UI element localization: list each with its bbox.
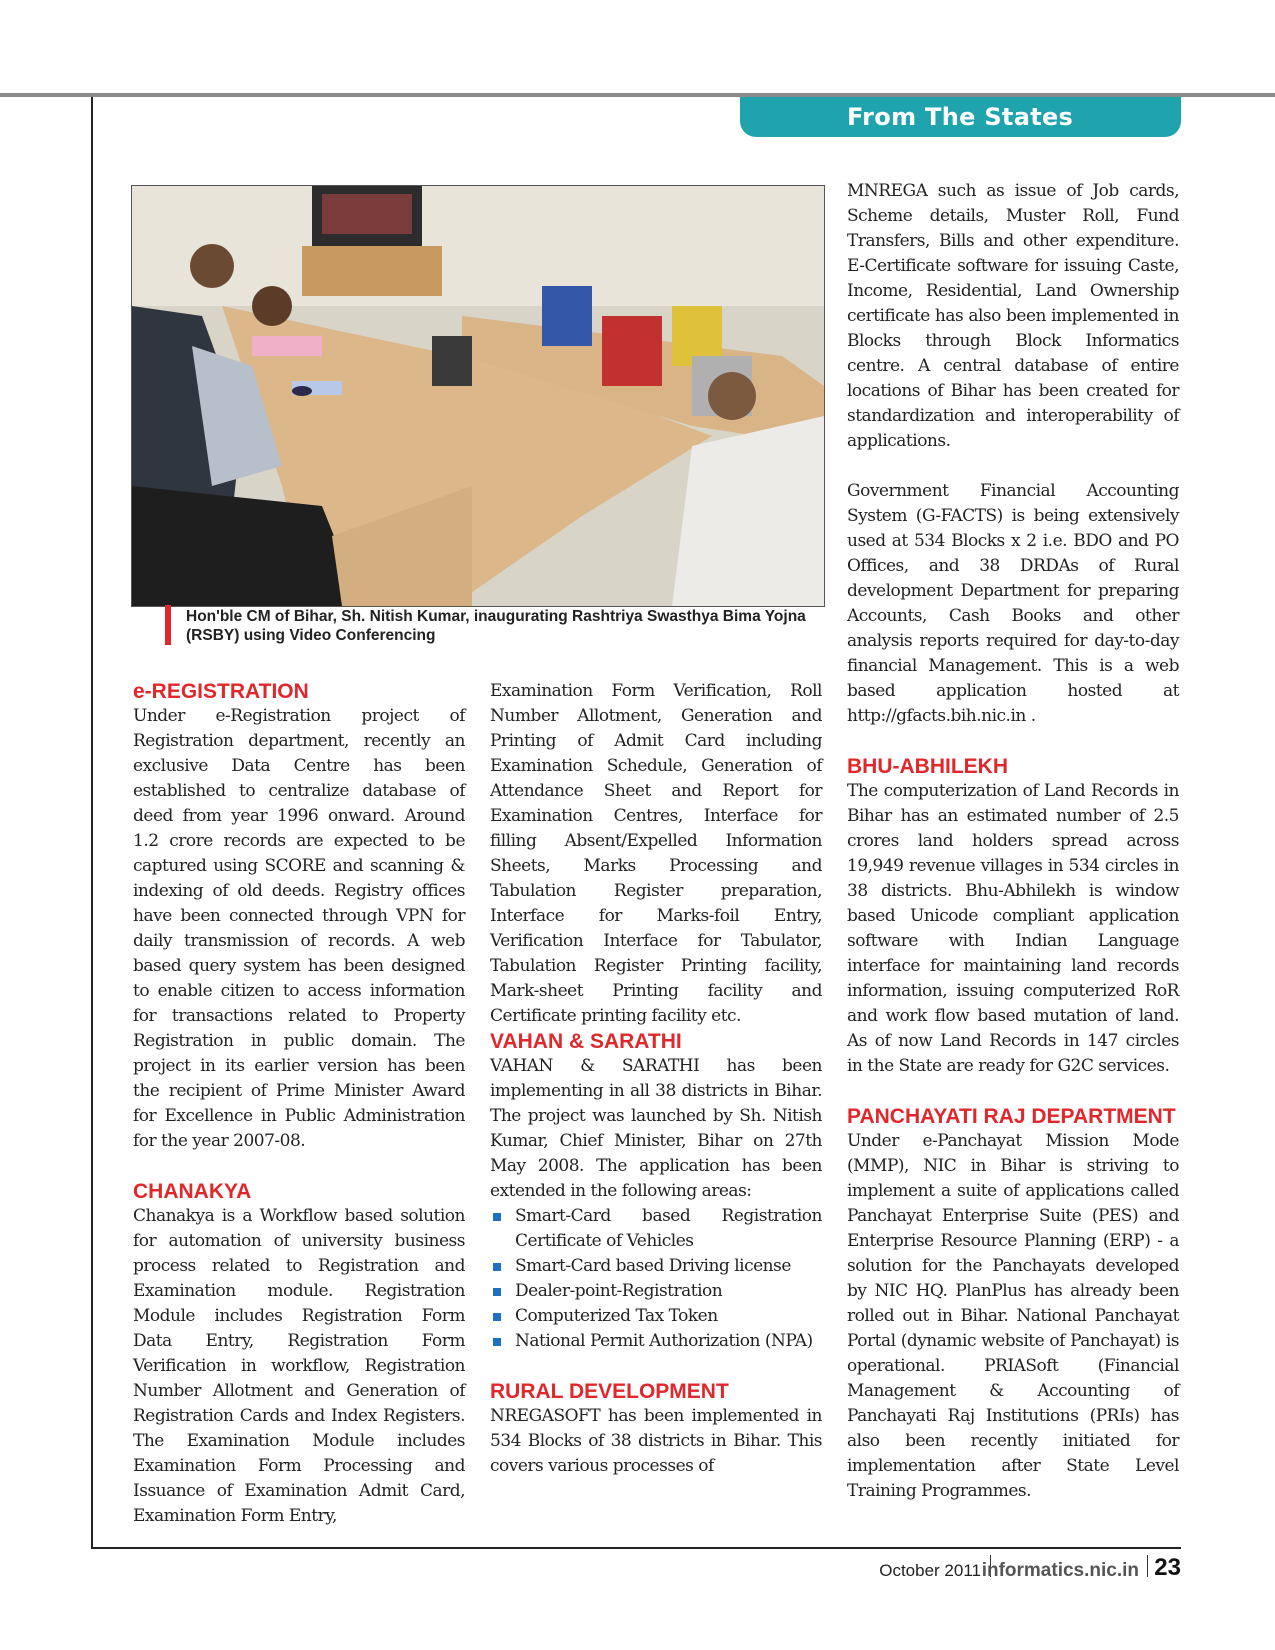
body-gfacts: Government Financial Accounting System (G-FACTS) is being extensively used at 534 Blocks x 2 i.e. BDO and PO Offices, and 38 DRDAs of Rural development Department for preparing Accounts, Cash Books and other analysis reports required for day-to-day financial Management. This is a web based application hosted at http://gfacts.bih.nic.in . bbox=[847, 481, 1179, 726]
bullet-square-icon bbox=[493, 1288, 501, 1296]
heading-vahan-sarathi: VAHAN & SARATHI bbox=[490, 1030, 682, 1053]
list-item: Computerized Tax Token bbox=[490, 1304, 822, 1329]
list-item: National Permit Authorization (NPA) bbox=[490, 1329, 822, 1354]
heading-panchayati-raj: PANCHAYATI RAJ DEPARTMENT bbox=[847, 1105, 1176, 1128]
body-e-registration: Under e-Registration project of Registration department, recently an exclusive Data Centre has been established to centralize database of deed from year 1996 onward. Around 1.2 crore records are expected to be captured using SCORE and scanning & indexing of old deeds. Registry offices have been connected through VPN for daily transmission of records. A web based query system has been designed to enable citizen to access information for transactions related to Property Registration in public domain. The project in its earlier version has been the recipient of Prime Minister Award for Excellence in Public Administration for the year 2007-08. bbox=[133, 706, 465, 1151]
website-link[interactable]: informatics.nic.in bbox=[981, 1560, 1139, 1581]
body-rural-development bbox=[490, 1404, 822, 1479]
bullet-square-icon bbox=[493, 1338, 501, 1346]
page-footer bbox=[700, 1553, 1181, 1585]
body-chanakya-continued bbox=[490, 679, 822, 1026]
heading-bhu-abhilekh: BHU-ABHILEKH bbox=[847, 755, 1008, 778]
list-item: Dealer-point-Registration bbox=[490, 1279, 822, 1304]
vahan-bullet-list bbox=[490, 1204, 822, 1354]
chanakya-continued-text: Examination Form Verification, Roll Number Allotment, Generation and Printing of Admit Card including Examination Schedule, Generation of Attendance Sheet and Report for Examination Centres, Interface for filling Absent/Expelled Information Sheets, Marks Processing and Tabulation Register preparation, Interface for Marks-foil Entry, Verification Interface for Tabulator, Tabulation Register Printing facility, Mark-sheet Printing facility and Certificate printing facility etc. bbox=[490, 681, 822, 1026]
heading-rural-development: RURAL DEVELOPMENT bbox=[490, 1380, 729, 1403]
body-bhu-abhilekh: The computerization of Land Records in Bihar has an estimated number of 2.5 crores land holders spread across 19,949 revenue villages in 534 circles in 38 districts. Bhu-Abhilekh is window based Unicode compliant application software with Indian Language interface for maintaining land records information, issuing computerized RoR and work flow based mutation of land. As of now Land Records in 147 circles in the State are ready for G2C services. bbox=[847, 781, 1179, 1076]
issue-date: October 2011 bbox=[879, 1561, 981, 1580]
rural-text-part-2: MNREGA such as issue of Job cards, Scheme details, Muster Roll, Fund Transfers, Bills and other expenditure. E-Certificate software for issuing Caste, Income, Residential, Land Ownership certificate has also been implemented in Blocks through Block Informatics centre. A central database of entire locations of Bihar has been created for standardization and interoperability of applications. bbox=[847, 181, 1179, 451]
heading-e-registration: e-REGISTRATION bbox=[133, 680, 309, 703]
page-number: 23 bbox=[1154, 1554, 1181, 1581]
column-2 bbox=[490, 679, 822, 1479]
left-margin-rule bbox=[91, 97, 93, 1549]
column-3 bbox=[847, 179, 1179, 1504]
bottom-rule bbox=[91, 1547, 1181, 1549]
body-panchayati-raj: Under e-Panchayat Mission Mode (MMP), NIC in Bihar is striving to implement a suite of applications called Panchayat Enterprise Suite (PES) and Enterprise Resource Planning (ERP) - a solution for the Panchayats developed by NIC HQ. PlanPlus has already been rolled out in Bihar. National Panchayat Portal (dynamic website of Panchayat) is operational. PRIASoft (Financial Management & Accounting of Panchayati Raj Institutions (PRIs) has also been recently initiated for implementation after State Level Training Programmes. bbox=[847, 1131, 1179, 1501]
column-1 bbox=[133, 679, 465, 1529]
photo-caption: Hon'ble CM of Bihar, Sh. Nitish Kumar, inaugurating Rashtriya Swasthya Bima Yojna (RSBY) using Video Conferencing bbox=[165, 605, 825, 645]
bullet-square-icon bbox=[493, 1313, 501, 1321]
list-item: Smart-Card based Driving license bbox=[490, 1254, 822, 1279]
meeting-photo bbox=[131, 185, 825, 607]
footer-divider bbox=[1147, 1555, 1148, 1577]
section-header: From The States bbox=[740, 97, 1181, 137]
rural-text-part-1: NREGASOFT has been implemented in 534 Blocks of 38 districts in Bihar. This covers various processes of bbox=[490, 1406, 822, 1476]
bullet-square-icon bbox=[493, 1263, 501, 1271]
body-vahan-sarathi: VAHAN & SARATHI has been implementing in all 38 districts in Bihar. The project was launched by Sh. Nitish Kumar, Chief Minister, Bihar on 27th May 2008. The application has been extended in the following areas: bbox=[490, 1056, 822, 1201]
body-chanakya: Chanakya is a Workflow based solution for automation of university business process related to Registration and Examination module. Registration Module includes Registration Form Data Entry, Registration Form Verification in workflow, Registration Number Allotment and Generation of Registration Cards and Index Registers. The Examination Module includes Examination Form Processing and Issuance of Examination Admit Card, Examination Form Entry, bbox=[133, 1206, 465, 1526]
heading-chanakya: CHANAKYA bbox=[133, 1180, 252, 1203]
bullet-square-icon bbox=[493, 1213, 501, 1221]
body-rural-continued bbox=[847, 179, 1179, 479]
list-item: Smart-Card based Registration Certificate of Vehicles bbox=[490, 1204, 822, 1254]
